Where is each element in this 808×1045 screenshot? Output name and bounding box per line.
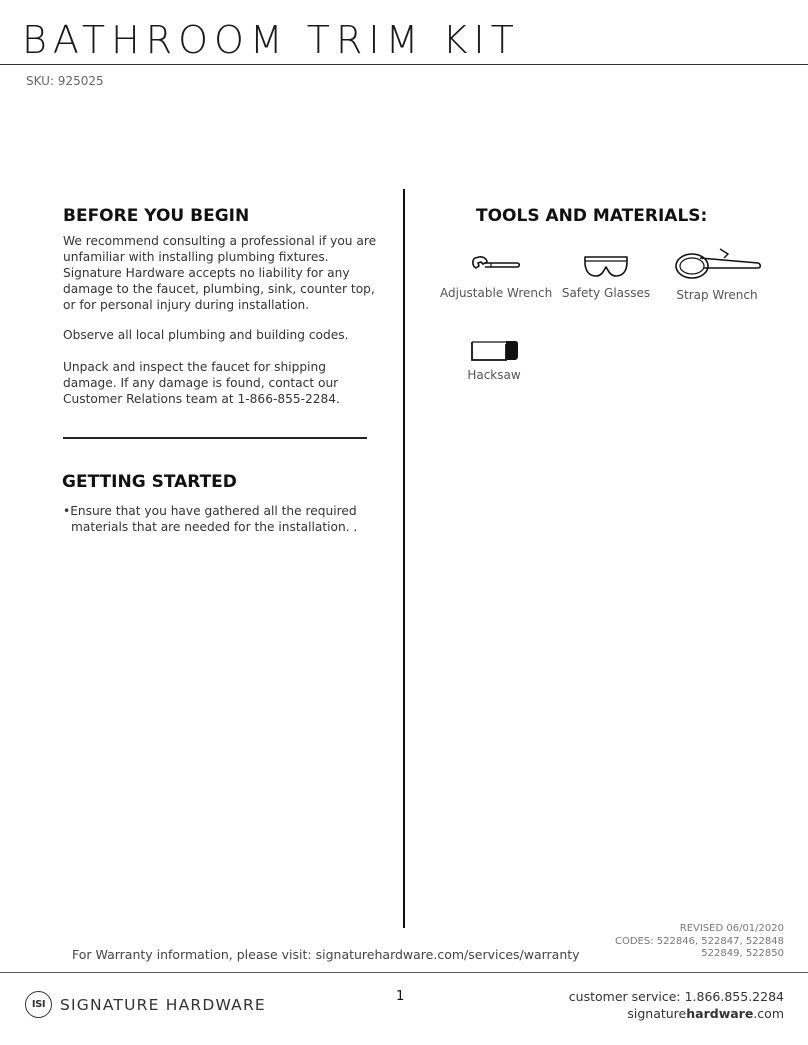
before-you-begin-paragraph-1: We recommend consulting a professional if you are unfamiliar with installing plumbing fixtures. Signature Hardware accepts no liability for any damage to the faucet, plumbing, sink, counter top, or for personal injury during installation. <box>63 234 377 312</box>
tool-safety-glasses <box>556 252 656 300</box>
before-you-begin-heading: BEFORE YOU BEGIN <box>63 206 250 226</box>
tool-hacksaw <box>444 338 544 382</box>
hacksaw-icon <box>466 338 522 364</box>
codes-line-2: 522849, 522850 <box>701 948 784 959</box>
revised-date: REVISED 06/01/2020 <box>679 923 784 934</box>
website-bold: hardware <box>686 1006 754 1021</box>
warranty-text: For Warranty information, please visit: signaturehardware.com/services/warranty <box>72 947 580 962</box>
page-number: 1 <box>396 989 405 1004</box>
getting-started-heading: GETTING STARTED <box>62 472 237 492</box>
website-prefix: signature <box>627 1006 687 1021</box>
header-rule <box>0 64 808 65</box>
website-link[interactable] <box>524 1005 784 1022</box>
tool-label: Safety Glasses <box>561 286 651 300</box>
tool-label: Hacksaw <box>467 368 521 382</box>
codes-line-1: CODES: 522846, 522847, 522848 <box>614 935 784 947</box>
customer-service-phone: customer service: 1.866.855.2284 <box>568 989 784 1004</box>
column-divider <box>403 189 405 928</box>
document-title: BATHROOM TRIM KIT <box>22 18 520 62</box>
adjustable-wrench-icon <box>469 252 523 278</box>
section-divider <box>63 437 367 439</box>
strap-wrench-icon <box>670 246 764 280</box>
brand-name: SIGNATURE HARDWARE <box>60 996 266 1014</box>
getting-started-bullet: •Ensure that you have gathered all the required materials that are needed for the installation. . <box>63 504 358 534</box>
tool-label: Adjustable Wrench <box>440 286 553 300</box>
brand-logo-text: ISI <box>31 999 46 1010</box>
brand-logo <box>25 991 52 1018</box>
tool-strap-wrench <box>662 246 772 302</box>
tool-label: Strap Wrench <box>676 288 758 302</box>
footer-rule <box>0 972 808 973</box>
tool-adjustable-wrench <box>440 252 552 300</box>
before-you-begin-paragraph-2: Observe all local plumbing and building codes. <box>63 328 349 342</box>
tools-heading: TOOLS AND MATERIALS: <box>476 206 708 226</box>
sku-label: SKU: 925025 <box>26 74 104 88</box>
before-you-begin-paragraph-3: Unpack and inspect the faucet for shipping damage. If any damage is found, contact our Customer Relations team at 1-866-855-2284. <box>63 360 340 406</box>
safety-glasses-icon <box>580 252 632 280</box>
customer-service-block <box>524 988 784 1022</box>
website-suffix: .com <box>753 1006 784 1021</box>
